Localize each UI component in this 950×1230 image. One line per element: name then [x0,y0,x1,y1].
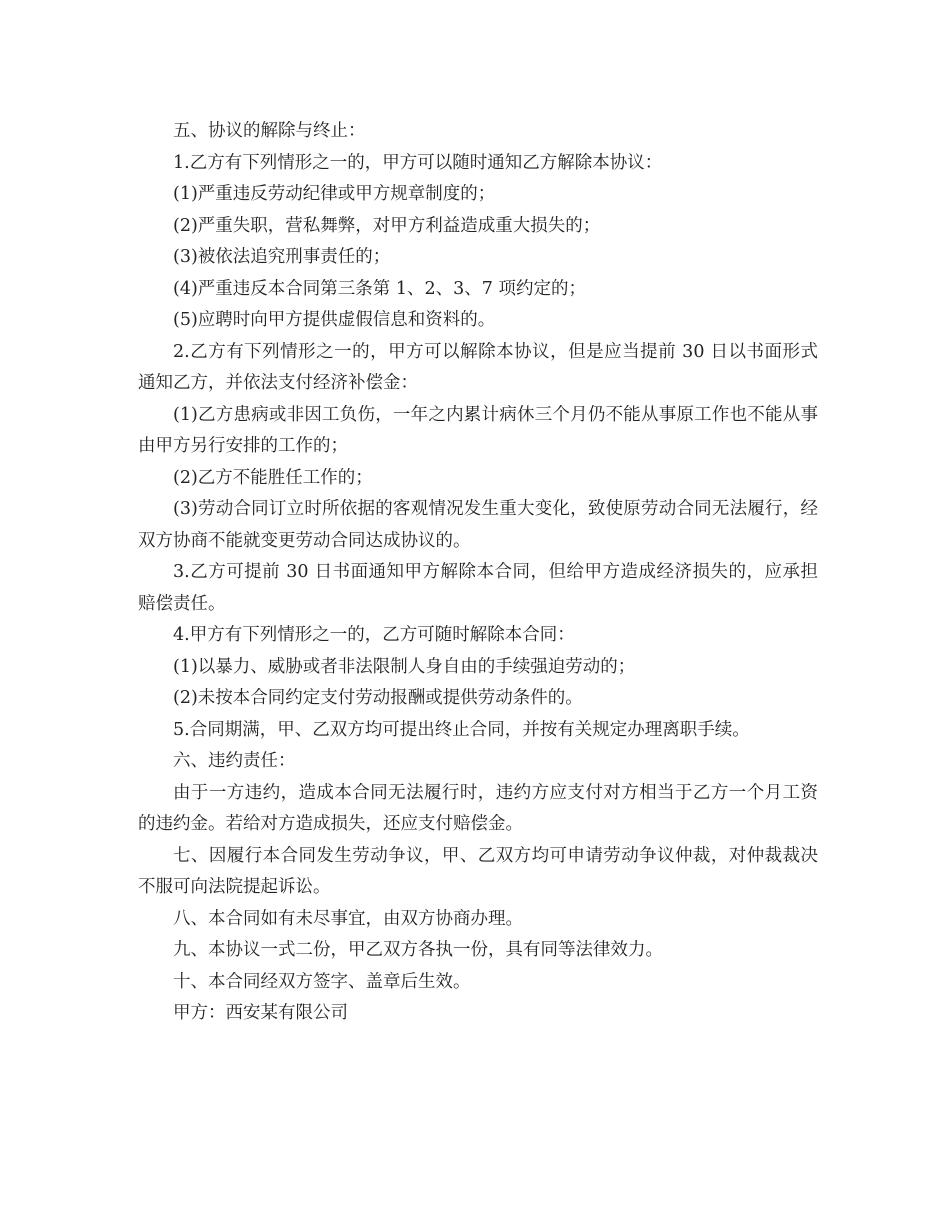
section-heading-termination: 五、协议的解除与终止： [173,121,366,141]
clause-1-item-4: (4)严重违反本合同第三条第 1、2、3、7 项约定的； [173,278,586,299]
clause-3-employee-notice: 3.乙方可提前 30 日书面通知甲方解除本合同，但给甲方造成经济损失的，应承担赔偿责任。 [138,562,818,614]
section-8-matters: 八、本合同如有未尽事宜，由双方协商办理。 [173,908,523,929]
section-7-disputes: 七、因履行本合同发生劳动争议，甲、乙双方均可申请劳动争议仲裁，对仲裁裁决不服可向法院提起诉讼。 [138,845,818,897]
clause-4-item-1: (1)以暴力、威胁或者非法限制人身自由的手续强迫劳动的； [173,656,636,677]
clause-4-item-2: (2)未按本合同约定支付劳动报酬或提供劳动条件的。 [173,688,583,708]
section-9-copies: 九、本协议一式二份，甲乙双方各执一份，具有同等法律效力。 [173,940,663,960]
clause-1-item-1: (1)严重违反劳动纪律或甲方规章制度的； [173,184,496,204]
clause-2-item-1: (1)乙方患病或非因工负伤，一年之内累计病休三个月仍不能从事原工作也不能从事由甲方另行安排的工作的； [138,404,818,456]
clause-2-item-2: (2)乙方不能胜任工作的； [173,467,373,488]
liability-text: 由于一方违约，造成本合同无法履行时，违约方应支付对方相当于乙方一个月工资的违约金。若给对方造成损失，还应支付赔偿金。 [138,782,818,834]
clause-2-notice-termination: 2.乙方有下列情形之一的，甲方可以解除本协议，但是应当提前 30 日以书面形式通知乙方，并依法支付经济补偿金： [138,341,818,393]
section-heading-liability: 六、违约责任： [173,751,296,771]
document-body [138,116,818,1030]
clause-1-immediate-termination: 1.乙方有下列情形之一的，甲方可以随时通知乙方解除本协议： [173,152,663,173]
section-10-effective: 十、本合同经双方签字、盖章后生效。 [173,971,471,992]
clause-2-item-3: (3)劳动合同订立时所依据的客观情况发生重大变化，致使原劳动合同无法履行，经双方协商不能就变更劳动合同达成协议的。 [138,499,818,551]
clause-1-item-3: (3)被依法追究刑事责任的； [173,247,391,267]
clause-4-employee-immediate: 4.甲方有下列情形之一的，乙方可随时解除本合同： [173,625,575,645]
clause-5-expiry: 5.合同期满，甲、乙双方均可提出终止合同，并按有关规定办理离职手续。 [173,719,750,740]
clause-1-item-5: (5)应聘时向甲方提供虚假信息和资料的。 [173,310,496,330]
clause-1-item-2: (2)严重失职，营私舞弊，对甲方利益造成重大损失的； [173,215,601,236]
party-a-signature-line: 甲方：西安某有限公司 [173,1003,348,1023]
